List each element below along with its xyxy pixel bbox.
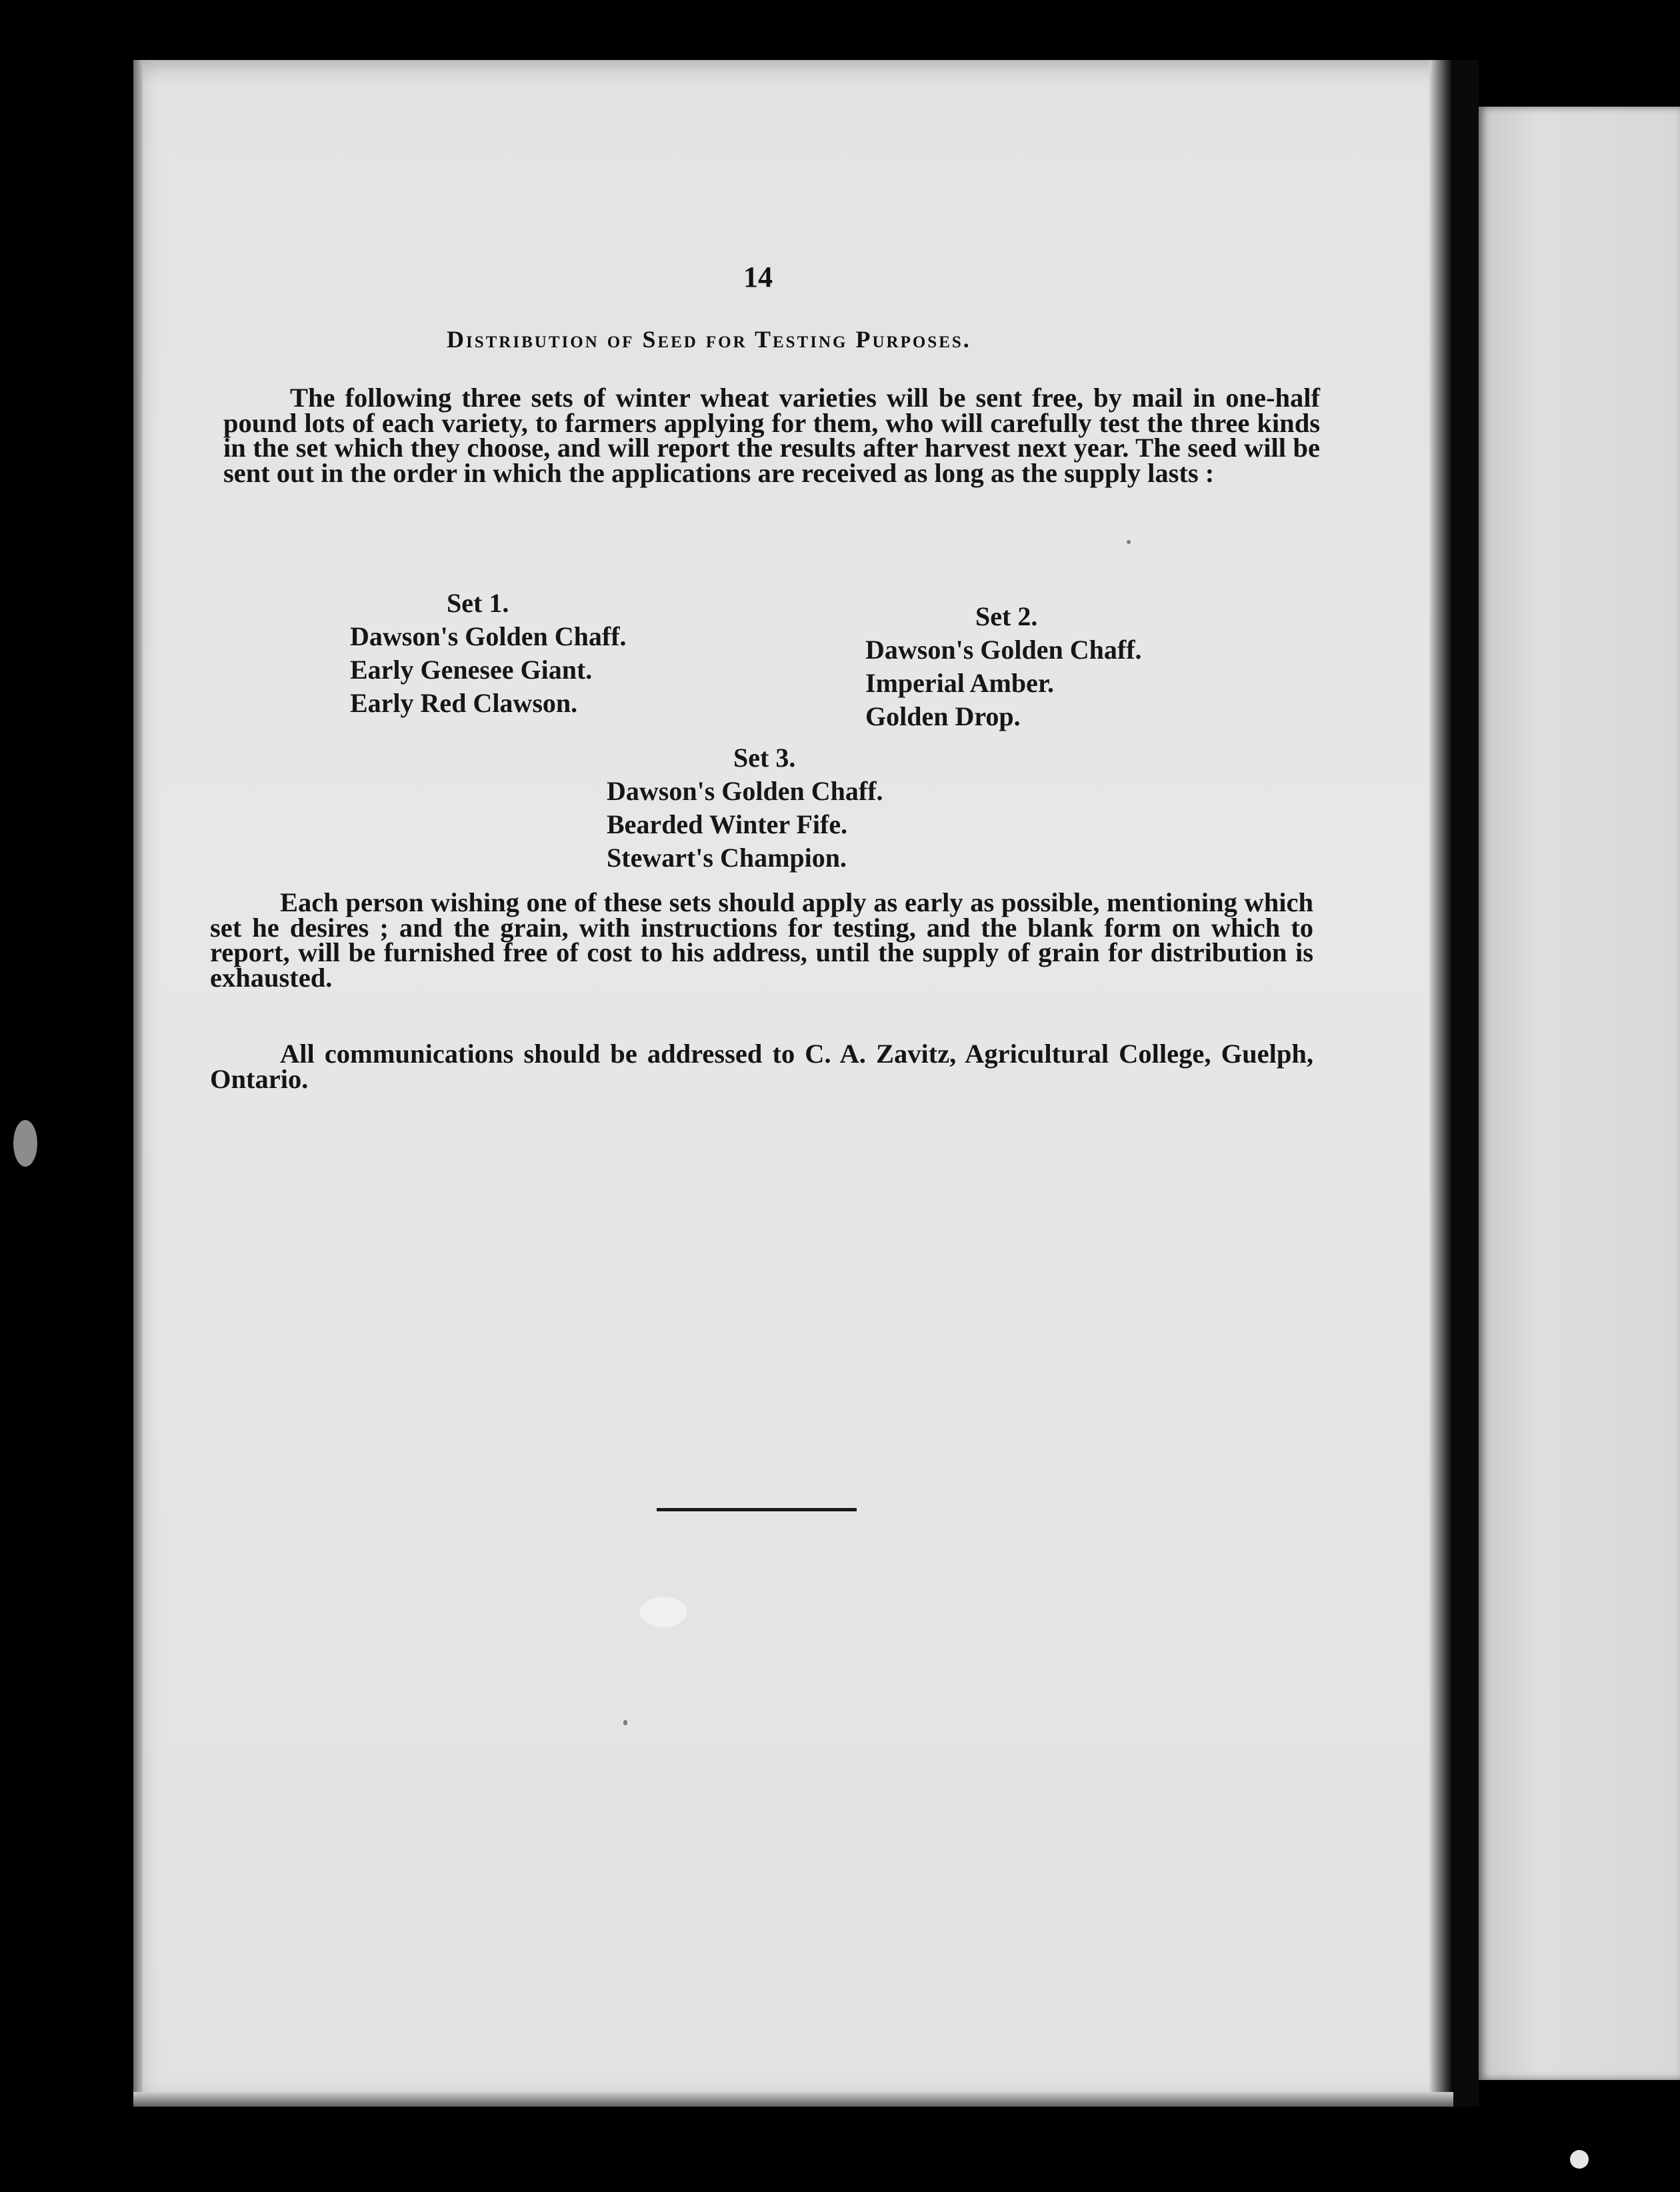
set-heading: Set 3.: [733, 743, 796, 773]
set-item: Dawson's Golden Chaff.: [607, 776, 883, 806]
intro-paragraph: The following three sets of winter wheat varieties will be sent free, by mail in one-half pound lots of each variety, to farmers applying for them, who will carefully test the three kinds in the set which they choose, and will report the results after harvest next year. The seed will be sent out in the order in which the applications are received as long as the supply lasts :: [223, 383, 1320, 488]
set-item: Golden Drop.: [865, 701, 1021, 731]
page-bottom-edge: [133, 2092, 1453, 2107]
scan-speck: [623, 1720, 627, 1725]
set-item: Early Genesee Giant.: [350, 655, 593, 685]
set-item: Stewart's Champion.: [607, 843, 847, 873]
set-item: Bearded Winter Fife.: [607, 809, 848, 839]
communications-paragraph: All communications should be addressed to C. A. Zavitz, Agricultural College, Guelph, Ontario.: [210, 1039, 1313, 1094]
set-item: Dawson's Golden Chaff.: [350, 621, 627, 651]
book-spine-gap: [1453, 60, 1479, 2107]
set-item: Early Red Clawson.: [350, 688, 578, 718]
scan-speck: [640, 1597, 687, 1627]
seed-set-1: [350, 587, 627, 720]
set-item: Dawson's Golden Chaff.: [865, 635, 1142, 665]
page-number: 14: [743, 261, 773, 293]
page-right-edge: [1429, 60, 1453, 2107]
scan-speck: [1570, 2150, 1589, 2169]
application-paragraph: Each person wishing one of these sets should apply as early as possible, mentioning which set he desires ; and the grain, with instructions for testing, and the blank form on which to report, will be furnished free of cost to his address, until the supply of grain for distribution is exhausted.: [210, 887, 1313, 993]
scan-speck: [1127, 540, 1131, 544]
page-left-edge: [133, 60, 143, 2107]
set-heading: Set 2.: [975, 601, 1038, 631]
facing-page-edge: [1479, 107, 1680, 2080]
set-item: Imperial Amber.: [865, 668, 1054, 698]
page-title: Distribution of Seed for Testing Purposes.: [447, 326, 971, 353]
seed-set-3: [607, 741, 883, 875]
set-heading: Set 1.: [447, 588, 509, 618]
scan-speck: [13, 1120, 37, 1167]
seed-set-2: [865, 600, 1142, 733]
section-divider-rule: [657, 1508, 857, 1511]
